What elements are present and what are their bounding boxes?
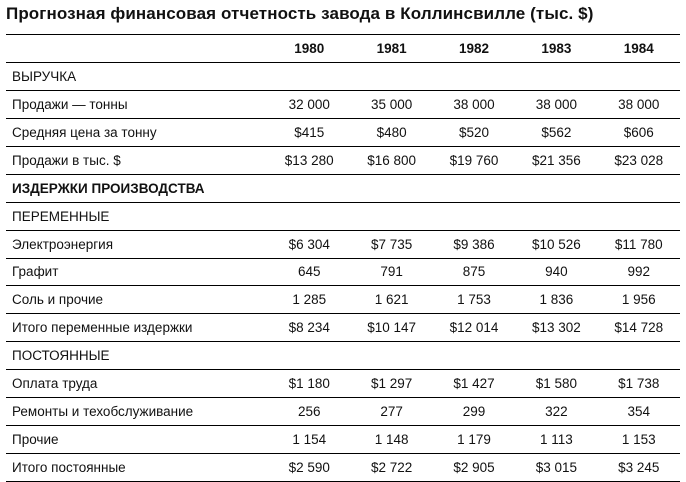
row-label: Итого постоянные: [6, 454, 268, 482]
value-cell: $3 015: [515, 454, 597, 482]
table-row: [6, 286, 680, 314]
value-cell: 1 621: [350, 286, 432, 314]
value-cell: $480: [350, 118, 432, 146]
value-cell: 277: [350, 398, 432, 426]
value-cell: $1 427: [433, 370, 515, 398]
value-cell: $10 147: [350, 314, 432, 342]
value-cell: [598, 62, 680, 90]
value-cell: 1 113: [515, 426, 597, 454]
value-cell: $3 245: [598, 454, 680, 482]
value-cell: $9 386: [433, 230, 515, 258]
section-header-row: [6, 62, 680, 90]
value-cell: $13 280: [268, 146, 350, 174]
table-row: [6, 90, 680, 118]
value-cell: 645: [268, 258, 350, 286]
row-label: Электроэнергия: [6, 230, 268, 258]
section-header-row: [6, 174, 680, 202]
row-label: Продажи в тыс. $: [6, 146, 268, 174]
value-cell: $21 356: [515, 146, 597, 174]
section-header-row: [6, 342, 680, 370]
value-cell: $14 728: [598, 314, 680, 342]
value-cell: [433, 202, 515, 230]
value-cell: 1 153: [598, 426, 680, 454]
value-cell: [350, 62, 432, 90]
value-cell: [268, 174, 350, 202]
table-row: [6, 314, 680, 342]
value-cell: [433, 62, 515, 90]
value-cell: [350, 342, 432, 370]
section-label: ПЕРЕМЕННЫЕ: [6, 202, 268, 230]
table-title: Прогнозная финансовая отчетность завода в Коллинсвилле (тыс. $): [6, 4, 594, 23]
value-cell: 1 956: [598, 286, 680, 314]
value-cell: $1 297: [350, 370, 432, 398]
value-cell: $2 905: [433, 454, 515, 482]
row-label: Оплата труда: [6, 370, 268, 398]
value-cell: 299: [433, 398, 515, 426]
value-cell: $23 028: [598, 146, 680, 174]
value-cell: 992: [598, 258, 680, 286]
value-cell: $6 304: [268, 230, 350, 258]
value-cell: 940: [515, 258, 597, 286]
section-label: ПОСТОЯННЫЕ: [6, 342, 268, 370]
section-label: ИЗДЕРЖКИ ПРОИЗВОДСТВА: [6, 174, 268, 202]
value-cell: [515, 174, 597, 202]
value-cell: [268, 202, 350, 230]
value-cell: $10 526: [515, 230, 597, 258]
value-cell: $520: [433, 118, 515, 146]
year-header: 1983: [515, 35, 597, 63]
value-cell: [268, 342, 350, 370]
value-cell: [433, 342, 515, 370]
value-cell: 1 285: [268, 286, 350, 314]
value-cell: $415: [268, 118, 350, 146]
row-label: Продажи — тонны: [6, 90, 268, 118]
value-cell: $12 014: [433, 314, 515, 342]
value-cell: 38 000: [433, 90, 515, 118]
table-row: [6, 370, 680, 398]
value-cell: 1 148: [350, 426, 432, 454]
value-cell: $1 580: [515, 370, 597, 398]
row-label: Ремонты и техобслуживание: [6, 398, 268, 426]
value-cell: 354: [598, 398, 680, 426]
section-label: ВЫРУЧКА: [6, 62, 268, 90]
table-row: [6, 426, 680, 454]
value-cell: 1 179: [433, 426, 515, 454]
header-row: [6, 35, 680, 63]
value-cell: $2 722: [350, 454, 432, 482]
value-cell: [598, 342, 680, 370]
row-label: Графит: [6, 258, 268, 286]
table-body: [6, 62, 680, 481]
year-header: 1981: [350, 35, 432, 63]
year-header: 1982: [433, 35, 515, 63]
value-cell: 322: [515, 398, 597, 426]
value-cell: $1 180: [268, 370, 350, 398]
value-cell: 35 000: [350, 90, 432, 118]
row-label: Соль и прочие: [6, 286, 268, 314]
value-cell: [350, 174, 432, 202]
value-cell: $11 780: [598, 230, 680, 258]
value-cell: [515, 202, 597, 230]
value-cell: [268, 62, 350, 90]
financial-table: [6, 34, 680, 482]
value-cell: $2 590: [268, 454, 350, 482]
value-cell: 256: [268, 398, 350, 426]
header-label-cell: [6, 35, 268, 63]
year-header: 1980: [268, 35, 350, 63]
year-header: 1984: [598, 35, 680, 63]
value-cell: $562: [515, 118, 597, 146]
value-cell: 1 753: [433, 286, 515, 314]
value-cell: 875: [433, 258, 515, 286]
table-row: [6, 230, 680, 258]
value-cell: [515, 342, 597, 370]
table-row: [6, 398, 680, 426]
value-cell: [598, 202, 680, 230]
value-cell: [350, 202, 432, 230]
table-row: [6, 118, 680, 146]
row-label: Средняя цена за тонну: [6, 118, 268, 146]
row-label: Итого переменные издержки: [6, 314, 268, 342]
value-cell: $7 735: [350, 230, 432, 258]
value-cell: [515, 62, 597, 90]
value-cell: $1 738: [598, 370, 680, 398]
value-cell: [433, 174, 515, 202]
value-cell: 1 154: [268, 426, 350, 454]
value-cell: 791: [350, 258, 432, 286]
value-cell: $8 234: [268, 314, 350, 342]
table-row: [6, 146, 680, 174]
value-cell: 1 836: [515, 286, 597, 314]
section-header-row: [6, 202, 680, 230]
value-cell: 38 000: [598, 90, 680, 118]
value-cell: $13 302: [515, 314, 597, 342]
value-cell: 32 000: [268, 90, 350, 118]
value-cell: $606: [598, 118, 680, 146]
table-row: [6, 258, 680, 286]
value-cell: 38 000: [515, 90, 597, 118]
table-row: [6, 454, 680, 482]
row-label: Прочие: [6, 426, 268, 454]
value-cell: [598, 174, 680, 202]
value-cell: $16 800: [350, 146, 432, 174]
value-cell: $19 760: [433, 146, 515, 174]
